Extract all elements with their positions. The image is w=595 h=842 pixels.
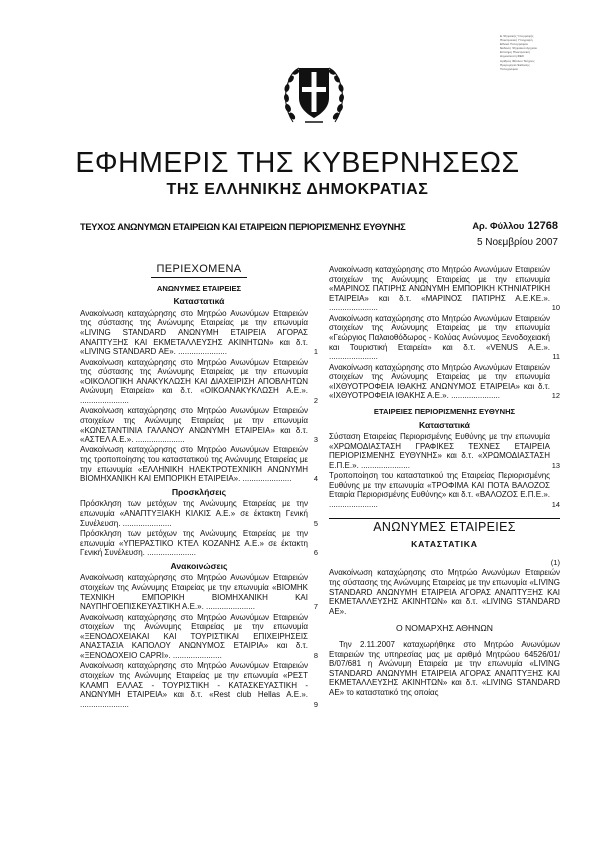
toc-entry-page: 7 <box>313 602 318 612</box>
toc-entry-page: 13 <box>551 460 560 470</box>
toc-sa-heading: ΑΝΩΝΥΜΕΣ ΕΤΑΙΡΕΙΕΣ <box>156 283 242 293</box>
toc-entry-page: 4 <box>313 474 318 484</box>
toc-entry-text: Ανακοίνωση καταχώρησης στο Μητρώο Ανωνύμων Εταιρειών της σύστασης της Ανώνυμης Εταιρείας με την επωνυμία «ΟΙΚΟΛΟΓΙΚΗ ΑΝΑΚΥΚΛΩΣΗ ΚΑΙ ΔΙΑΧΕΙΡΙΣΗ ΑΠΟΒΛΗΤΩΝ Ανώνυμη Εταιρεία» και δ.τ. «ΟΙΚΟΑΝΑΚΥΚΛΩΣΗ Α.Ε.». ...................... <box>80 357 308 405</box>
stamp-line: Δημοσίευση ΦΕΚ <box>500 54 525 59</box>
section-divider <box>329 518 560 519</box>
toc-epe-heading: ΕΤΑΙΡΕΙΕΣ ΠΕΡΙΟΡΙΣΜΕΝΗΣ ΕΥΘΥΝΗΣ <box>373 406 516 416</box>
toc-proskliseis-list <box>80 499 318 557</box>
stamp-line: Αριθμός Φύλλου Τεύχους <box>500 58 535 63</box>
toc-right-column <box>329 265 560 698</box>
prefect-title: Ο ΝΟΜΑΡΧΗΣ ΑΘΗΝΩΝ <box>395 623 494 634</box>
issue-number <box>472 220 558 232</box>
toc-entry <box>80 406 318 444</box>
main-subheading: ΚΑΤΑΣΤΑΤΙΚΑ <box>411 539 478 550</box>
toc-entry-text: Σύσταση Εταιρείας Περιορισμένης Ευθύνης με την επωνυμία «ΧΡΩΜΟΔΙΑΣΤΑΣΗ ΓΡΑΦΙΚΕΣ ΤΕΧΝΕΣ ΕΤΑΙΡΕΙΑ ΠΕΡΙΟΡΙΣΜΕΝΗΣ ΕΥΘΥΝΗΣ» και δ.τ. «ΧΡΩΜΟΔΙΑΣΤΑΣΗ Ε.Π.Ε.». ...................... <box>329 432 550 470</box>
toc-entry-text: Πρόσκληση των μετόχων της Ανώνυμης Εταιρείας με την επωνυμία «ΑΝΑΠΤΥΞΙΑΚΗ ΚΙΛΚΙΣ Α.Ε.» σε έκτακτη Γενική Συνέλευση. ...................... <box>80 499 308 528</box>
toc-entry <box>80 445 318 483</box>
toc-entry-page: 11 <box>552 352 560 362</box>
toc-entry-page: 14 <box>551 500 560 510</box>
toc-left-column <box>80 265 318 710</box>
stamp-line: Επίσημη Ηλεκτρονική <box>500 50 530 55</box>
toc-entry <box>329 471 560 509</box>
issue-date: 5 Νοεμβρίου 2007 <box>476 237 558 248</box>
stamp-line: Εθνικό Τυπογραφείο <box>500 42 529 47</box>
toc-entry <box>80 573 318 611</box>
toc-entry <box>80 529 318 558</box>
toc-anakoinoseis-heading: Ανακοινώσεις <box>170 560 228 571</box>
toc-entry-text: Ανακοίνωση καταχώρησης στο Μητρώο Ανωνύμων Εταιρειών της τροποποίησης του καταστατικού της Ανώνυμης Εταιρείας με την επωνυμία «ΕΛΛΗΝΙΚΗ ΗΛΕΚΤΡΟΤΕΧΝΙΚΗ ΑΝΩΝΥΜΗ ΒΙΟΜΗΧΑΝΙΚΗ ΚΑΙ ΕΜΠΟΡΙΚΗ ΕΤΑΙΡΕΙΑ». ...................... <box>80 445 308 484</box>
toc-entry <box>80 661 318 709</box>
toc-entry-page: 9 <box>313 699 318 709</box>
toc-entry-page: 12 <box>551 391 560 401</box>
issue-number-value: 12768 <box>527 220 558 232</box>
toc-entry-text: Ανακοίνωση καταχώρησης στο Μητρώο Ανωνύμων Εταιρειών στοιχείων της Ανώνυμης Εταιρείας με την επωνυμία «ΚΩΝΣΤΑΝΤΙΝΙΑ ΓΑΛΑΝΟΥ ΑΝΩΝΥΜΗ ΕΤΑΙΡΕΙΑ» και δ.τ. «ΑΣΤΕΛ Α.Ε.». ...................... <box>80 406 308 445</box>
toc-proskliseis-heading: Προσκλήσεις <box>171 486 227 497</box>
toc-entry <box>80 613 318 661</box>
stamp-line: Ημερομηνία Έκδοσης <box>500 62 530 67</box>
greek-coat-of-arms-emblem <box>283 58 345 126</box>
toc-entry-page: 1 <box>313 347 318 357</box>
issue-number-label: Αρ. Φύλλου <box>472 221 525 231</box>
announcement-number: (1) <box>550 557 560 567</box>
toc-entry-text: Τροποποίηση του καταστατικού της Εταιρείας Περιορισμένης Ευθύνης με την επωνυμία «ΤΡΟΦΙΜΑ ΚΑΙ ΠΟΤΑ ΒΑΛΟΖΟΣ Εταιρία Περιορισμένης Ευθύνης» και δ.τ. «ΒΑΛΟΖΟΣ Ε.Π.Ε.». ...................... <box>329 471 550 510</box>
toc-epe-list <box>329 432 560 510</box>
toc-entry <box>80 499 318 528</box>
issue-series: ΤΕΥΧΟΣ ΑΝΩΝΥΜΩΝ ΕΤΑΙΡΕΙΩΝ ΚΑΙ ΕΤΑΙΡΕΙΩΝ ΠΕΡΙΟΡΙΣΜΕΝΗΣ ΕΥΘΥΝΗΣ <box>80 222 406 232</box>
main-heading: ΑΝΩΝΥΜΕΣ ΕΤΑΙΡΕΙΕΣ <box>373 519 516 534</box>
toc-entry-page: 6 <box>313 548 318 558</box>
toc-entry-text: Ανακοίνωση καταχώρησης στο Μητρώο Ανωνύμων Εταιρειών στοιχείων της Ανώνυμης Εταιρείας με την επωνυμία «ΡΕΣΤ ΚΛΑΜΠ ΕΛΛΑΣ - ΤΟΥΡΙΣΤΙΚΗ - ΚΑΤΑΣΚΕΥΑΣΤΙΚΗ - ΑΝΩΝΥΜΗ ΕΤΑΙΡΕΙΑ» και δ.τ. «Rest club Hellas A.E.». ...................... <box>80 661 308 709</box>
toc-entry-page: 2 <box>313 395 318 405</box>
digital-signature-stamp <box>500 34 560 71</box>
toc-entry-text: Ανακοίνωση καταχώρησης στο Μητρώο Ανωνύμων Εταιρειών στοιχείων της Ανώνυμης Εταιρείας με την επωνυμία «Γεώργιος Παλαιοθόδωρος - Κολύας Ανώνυμος Ξενοδοχειακή και Τουριστική Εταιρεία» και δ.τ. «VENUS A.E.». ...................... <box>329 313 550 362</box>
toc-entry-page: 5 <box>313 518 318 528</box>
announcement-body: Την 2.11.2007 καταχωρήθηκε στο Μητρώο Ανωνύμων Εταιρειών της υπηρεσίας μας με αριθμό Μητρώου 64526/01/Β/07/681 η Ανώνυμη Εταιρεία με την επωνυμία «LIVING STANDARD ΑΝΩΝΥΜΗ ΕΤΑΙΡΕΙΑ ΑΓΟΡΑΣ ΑΝΑΠΤΥΞΗΣ ΚΑΙ ΕΚΜΕΤΑΛΛΕΥΣΗΣ ΑΚΙΝΗΤΩΝ» και δ.τ. «LIVING STANDARD ΑΕ» το καταστατικό της οποίας <box>329 639 560 697</box>
toc-entry <box>80 309 318 357</box>
stamp-line: Έκδοση Ψηφιακού Αρχείου <box>500 46 538 51</box>
stamp-line: Τυπογραφείο <box>500 66 519 71</box>
gazette-subtitle: ΤΗΣ ΕΛΛΗΝΙΚΗΣ ΔΗΜΟΚΡΑΤΙΑΣ <box>166 181 429 198</box>
toc-entry-text: Ανακοίνωση καταχώρησης στο Μητρώο Ανωνύμων Εταιρειών στοιχείων της Ανώνυμης Εταιρείας με την επωνυμία «ΒΙΟΜΗΚ ΤΕΧΝΙΚΗ ΕΜΠΟΡΙΚΗ ΒΙΟΜΗΧΑΝΙΚΗ ΚΑΙ ΝΑΥΠΗΓΟΕΠΙΣΚΕΥΑΣΤΙΚΗ Α.Ε.». ...................... <box>80 573 308 612</box>
stamp-line: Ε.Ψηφιακής Υπογραφής <box>500 34 534 38</box>
toc-entry <box>329 432 560 470</box>
toc-entry <box>329 314 560 362</box>
toc-title: ΠΕΡΙΕΧΟΜΕΝΑ <box>156 263 242 275</box>
toc-entry-text: Ανακοίνωση καταχώρησης στο Μητρώο Ανωνύμων Εταιρειών στοιχείων της Ανώνυμης Εταιρείας με την επωνυμία «ΙΧΘΥΟΤΡΟΦΕΙΑ ΙΘΑΚΗΣ ΑΝΩΝΥΜΟΣ ΕΤΑΙΡΕΙΑ» και δ.τ. «ΙΧΘΥΟΤΡΟΦΕΙΑ ΙΘΑΚΗΣ Α.Ε.». ...................... <box>329 362 550 401</box>
toc-entry <box>329 265 560 313</box>
toc-entry-page: 3 <box>313 435 318 445</box>
toc-entry-text: Ανακοίνωση καταχώρησης στο Μητρώο Ανωνύμων Εταιρειών στοιχείων της Ανώνυμης Εταιρείας με την επωνυμία «ΜΑΡΙΝΟΣ ΠΑΤΙΡΗΣ ΑΝΩΝΥΜΗ ΕΜΠΟΡΙΚΗ ΚΤΗΝΙΑΤΡΙΚΗ ΕΤΑΙΡΕΙΑ» και δ.τ. «ΜΑΡΙΝΟΣ ΠΑΤΙΡΗΣ Α.Ε.ΚΕ.». ...................... <box>329 265 550 313</box>
stamp-line: Ηλεκτρονική Υπογραφή <box>500 38 533 43</box>
toc-entry-text: Πρόσκληση των μετόχων της Ανώνυμης Εταιρείας με την επωνυμία «ΥΠΕΡΑΣΤΙΚΟ ΚΤΕΛ ΚΟΖΑΝΗΣ Α.Ε.» σε έκτακτη Γενική Συνέλευση. ...................... <box>80 529 308 558</box>
toc-katastatika-list <box>80 309 318 484</box>
toc-anakoinoseis-list-cont <box>329 265 560 401</box>
toc-entry-text: Ανακοίνωση καταχώρησης στο Μητρώο Ανωνύμων Εταιρειών της σύστασης της Ανώνυμης Εταιρείας με την επωνυμία «LIVING STANDARD ΑΝΩΝΥΜΗ ΕΤΑΙΡΕΙΑ ΑΓΟΡΑΣ ΑΝΑΠΤΥΞΗΣ ΚΑΙ ΕΚΜΕΤΑΛΛΕΥΣΗΣ ΑΚΙΝΗΤΩΝ» και δ.τ. «LIVING STANDARD ΑΕ». ...................... <box>80 308 308 357</box>
toc-entry-page: 10 <box>551 303 560 313</box>
toc-entry <box>80 358 318 406</box>
toc-entry <box>329 363 560 401</box>
toc-entry-text: Ανακοίνωση καταχώρησης στο Μητρώο Ανωνύμων Εταιρειών στοιχείων της Ανώνυμης Εταιρείας με την επωνυμία «ΞΕΝΟΔΟΧΕΙΑΚΑΙ ΚΑΙ ΤΟΥΡΙΣΤΙΚΑΙ ΕΠΙΧΕΙΡΗΣΕΙΣ ΑΝΑΣΤΑΣΙΑ ΚΑΠΟΛΟΥ ΑΝΩΝΥΜΟΣ ΕΤΑΙΡΙΑ» και δ.τ. «ΞΕΝΟΔΟΧΕΙΟ CAPRI». ...................... <box>80 612 308 660</box>
toc-anakoinoseis-list <box>80 573 318 709</box>
gazette-title: ΕΦΗΜΕΡΙΣ ΤΗΣ ΚΥΒΕΡΝΗΣΕΩΣ <box>75 147 520 179</box>
toc-entry-page: 8 <box>313 650 318 660</box>
toc-epe-katastatika-heading: Καταστατικά <box>419 419 470 430</box>
toc-katastatika-heading: Καταστατικά <box>173 296 225 307</box>
announcement-title: Ανακοίνωση καταχώρησης στο Μητρώο Ανωνύμων Εταιρειών της σύστασης της Ανώνυμης Εταιρείας με την επωνυμία «LIVING STANDARD ΑΝΩΝΥΜΗ ΕΤΑΙΡΕΙΑ ΑΓΟΡΑΣ ΑΝΑΠΤΥΞΗΣ ΚΑΙ ΕΚΜΕΤΑΛΛΕΥΣΗΣ ΑΚΙΝΗΤΩΝ» και δ.τ. «LIVING STANDARD ΑΕ». <box>329 568 560 616</box>
